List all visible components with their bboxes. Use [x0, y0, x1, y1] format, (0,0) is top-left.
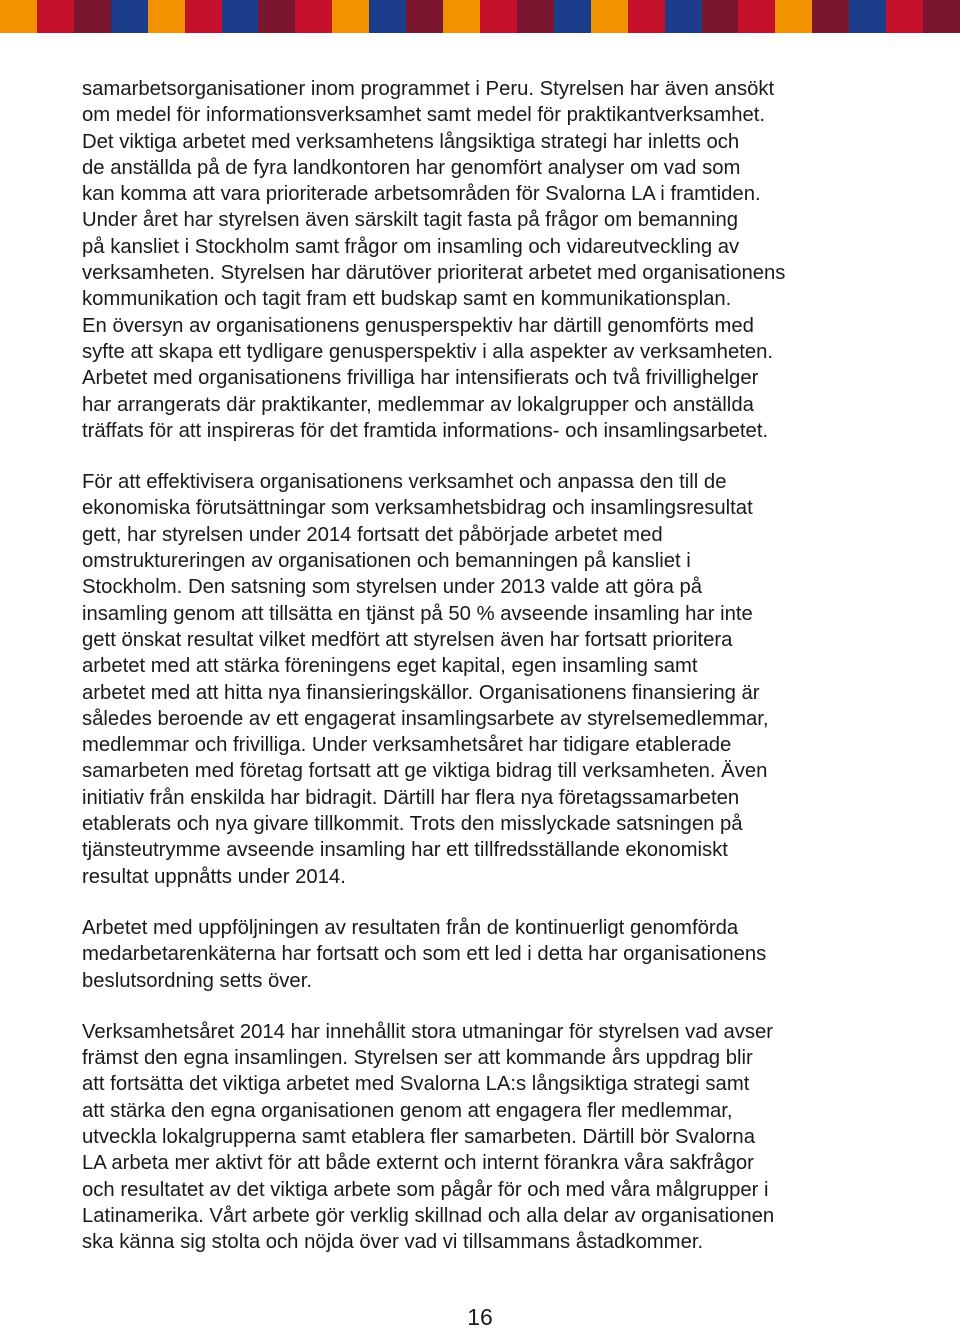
- text-line: beslutsordning setts över.: [82, 969, 312, 992]
- paragraph-3: [82, 915, 882, 994]
- stripe-segment: [406, 0, 443, 33]
- stripe-segment: [738, 0, 775, 33]
- stripe-segment: [849, 0, 886, 33]
- stripe-segment: [517, 0, 554, 33]
- text-line: insamling genom att tillsätta en tjänst på 50 % avseende insamling har inte: [82, 602, 753, 625]
- text-line: Stockholm. Den satsning som styrelsen under 2013 valde att göra på: [82, 576, 703, 599]
- text-line: Latinamerika. Vårt arbete gör verklig skillnad och alla delar av organisationen: [82, 1204, 775, 1227]
- stripe-segment: [111, 0, 148, 33]
- stripe-segment: [295, 0, 332, 33]
- text-line: Arbetet med uppföljningen av resultaten från de kontinuerligt genomförda: [82, 916, 739, 939]
- stripe-segment: [628, 0, 665, 33]
- text-line: kan komma att vara prioriterade arbetsområden för Svalorna LA i framtiden.: [82, 183, 761, 206]
- text-line: Det viktiga arbetet med verksamhetens långsiktiga strategi har inletts och: [82, 130, 740, 153]
- text-line: att fortsätta det viktiga arbetet med Svalorna LA:s långsiktiga strategi samt: [82, 1073, 750, 1096]
- text-line: Arbetet med organisationens frivilliga har intensifierats och två frivillighelger: [82, 367, 759, 390]
- text-line: kommunikation och tagit fram ett budskap samt en kommunikationsplan.: [82, 288, 732, 311]
- stripe-segment: [591, 0, 628, 33]
- stripe-segment: [0, 0, 37, 33]
- decorative-stripe-bar: [0, 0, 960, 33]
- text-line: verksamheten. Styrelsen har därutöver prioriterat arbetet med organisationens: [82, 262, 786, 285]
- text-line: En översyn av organisationens genusperspektiv har därtill genomförts med: [82, 314, 754, 337]
- stripe-segment: [222, 0, 259, 33]
- stripe-segment: [812, 0, 849, 33]
- text-line: gett, har styrelsen under 2014 fortsatt det påbörjade arbetet med: [82, 523, 663, 546]
- text-line: tjänsteutrymme avseende insamling har ett tillfredsställande ekonomiskt: [82, 839, 728, 862]
- text-line: de anställda på de fyra landkontoren har genomfört analyser om vad som: [82, 156, 741, 179]
- stripe-segment: [332, 0, 369, 33]
- text-line: etablerats och nya givare tillkommit. Trots den misslyckade satsningen på: [82, 813, 743, 836]
- text-line: träffats för att inspireras för det framtida informations- och insamlingsarbetet.: [82, 419, 769, 442]
- text-line: har arrangerats där praktikanter, medlemmar av lokalgrupper och anställda: [82, 393, 754, 416]
- stripe-segment: [369, 0, 406, 33]
- text-line: arbetet med att stärka föreningens eget kapital, egen insamling samt: [82, 655, 698, 678]
- text-line: medarbetarenkäterna har fortsatt och som ett led i detta har organisationens: [82, 943, 767, 966]
- text-line: För att effektivisera organisationens verksamhet och anpassa den till de: [82, 471, 727, 494]
- text-line: omstruktureringen av organisationen och bemanningen på kansliet i: [82, 550, 691, 573]
- stripe-segment: [702, 0, 739, 33]
- text-line: samarbeten med företag fortsatt att ge viktiga bidrag till verksamheten. Även: [82, 760, 768, 783]
- text-line: på kansliet i Stockholm samt frågor om insamling och vidareutveckling av: [82, 235, 740, 258]
- stripe-segment: [480, 0, 517, 33]
- text-line: Verksamhetsåret 2014 har innehållit stora utmaningar för styrelsen vad avser: [82, 1020, 774, 1043]
- text-line: om medel för informationsverksamhet samt medel för praktikantverksamhet.: [82, 104, 766, 127]
- paragraph-4: [82, 1019, 882, 1256]
- text-line: främst den egna insamlingen. Styrelsen ser att kommande års uppdrag blir: [82, 1047, 753, 1070]
- text-line: utveckla lokalgrupperna samt etablera fler samarbeten. Därtill bör Svalorna: [82, 1125, 755, 1148]
- stripe-segment: [554, 0, 591, 33]
- text-line: samarbetsorganisationer inom programmet i Peru. Styrelsen har även ansökt: [82, 78, 775, 100]
- text-line: syfte att skapa ett tydligare genusperspektiv i alla aspekter av verksamheten.: [82, 340, 774, 363]
- text-line: ska känna sig stolta och nöjda över vad vi tillsammans åstadkommer.: [82, 1231, 704, 1254]
- paragraph-2: [82, 469, 882, 890]
- text-line: LA arbeta mer aktivt för att både externt och internt förankra våra sakfrågor: [82, 1152, 754, 1175]
- page-number: 16: [467, 1304, 493, 1330]
- text-line: således beroende av ett engagerat insamlingsarbete av styrelsemedlemmar,: [82, 707, 769, 730]
- text-line: och resultatet av det viktiga arbete som pågår för och med våra målgrupper i: [82, 1178, 769, 1201]
- stripe-segment: [886, 0, 923, 33]
- stripe-segment: [185, 0, 222, 33]
- text-line: arbetet med att hitta nya finansieringskällor. Organisationens finansiering är: [82, 681, 760, 704]
- text-line: Under året har styrelsen även särskilt tagit fasta på frågor om bemanning: [82, 209, 739, 232]
- stripe-segment: [443, 0, 480, 33]
- stripe-segment: [775, 0, 812, 33]
- text-line: ekonomiska förutsättningar som verksamhetsbidrag och insamlingsresultat: [82, 497, 753, 520]
- text-line: att stärka den egna organisationen genom att engagera fler medlemmar,: [82, 1099, 733, 1122]
- paragraph-1: [82, 76, 882, 444]
- text-line: initiativ från enskilda har bidragit. Därtill har flera nya företagssamarbeten: [82, 786, 740, 809]
- stripe-segment: [923, 0, 960, 33]
- stripe-segment: [37, 0, 74, 33]
- text-line: medlemmar och frivilliga. Under verksamhetsåret har tidigare etablerade: [82, 734, 732, 757]
- stripe-segment: [665, 0, 702, 33]
- stripe-segment: [74, 0, 111, 33]
- stripe-segment: [258, 0, 295, 33]
- text-line: resultat uppnåtts under 2014.: [82, 865, 346, 888]
- document-body: [82, 76, 882, 1280]
- text-line: gett önskat resultat vilket medfört att styrelsen även har fortsatt prioritera: [82, 628, 733, 651]
- stripe-segment: [148, 0, 185, 33]
